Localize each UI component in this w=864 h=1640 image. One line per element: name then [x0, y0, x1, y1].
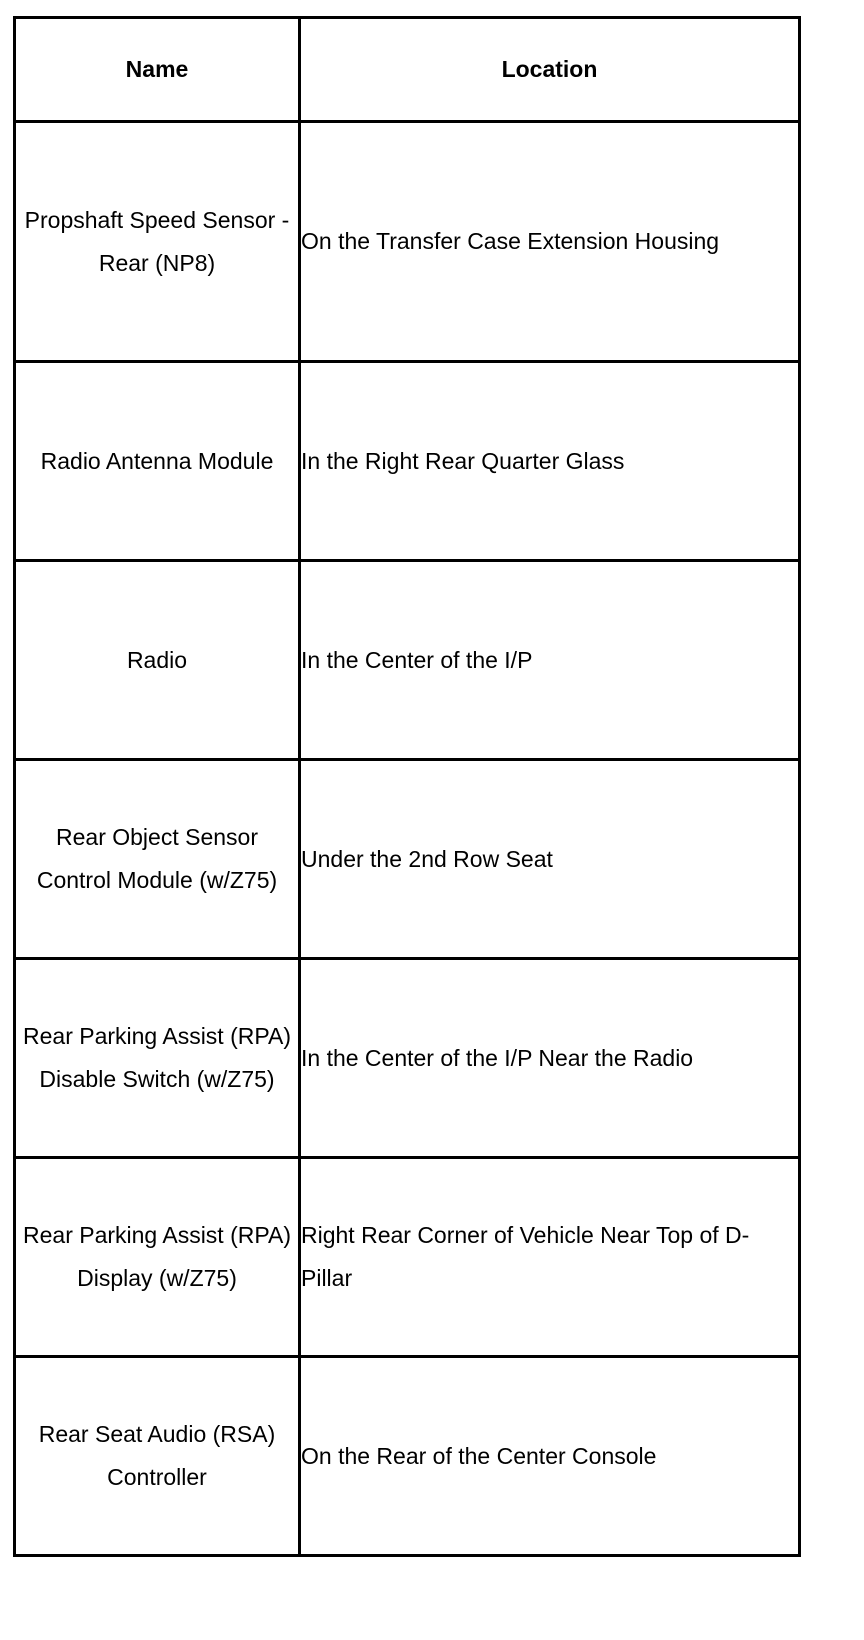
component-name-cell: Rear Seat Audio (RSA) Controller	[15, 1357, 300, 1556]
name-column-header: Name	[15, 18, 300, 122]
table-row	[15, 760, 800, 959]
table-header-row	[15, 18, 800, 122]
component-location-cell: Right Rear Corner of Vehicle Near Top of D-Pillar	[300, 1158, 800, 1357]
table-row	[15, 362, 800, 561]
component-location-cell: Under the 2nd Row Seat	[300, 760, 800, 959]
component-name-cell: Radio	[15, 561, 300, 760]
location-column-header: Location	[300, 18, 800, 122]
table-row	[15, 1158, 800, 1357]
component-name-cell: Rear Object Sensor Control Module (w/Z75)	[15, 760, 300, 959]
component-location-cell: On the Rear of the Center Console	[300, 1357, 800, 1556]
component-location-table	[13, 16, 801, 1557]
table-row	[15, 959, 800, 1158]
component-location-cell: On the Transfer Case Extension Housing	[300, 122, 800, 362]
component-location-cell: In the Center of the I/P Near the Radio	[300, 959, 800, 1158]
table-row	[15, 122, 800, 362]
table-row	[15, 561, 800, 760]
component-name-cell: Propshaft Speed Sensor - Rear (NP8)	[15, 122, 300, 362]
component-name-cell: Radio Antenna Module	[15, 362, 300, 561]
table-row	[15, 1357, 800, 1556]
component-name-cell: Rear Parking Assist (RPA) Disable Switch (w/Z75)	[15, 959, 300, 1158]
component-location-cell: In the Center of the I/P	[300, 561, 800, 760]
component-name-cell: Rear Parking Assist (RPA) Display (w/Z75)	[15, 1158, 300, 1357]
component-location-cell: In the Right Rear Quarter Glass	[300, 362, 800, 561]
